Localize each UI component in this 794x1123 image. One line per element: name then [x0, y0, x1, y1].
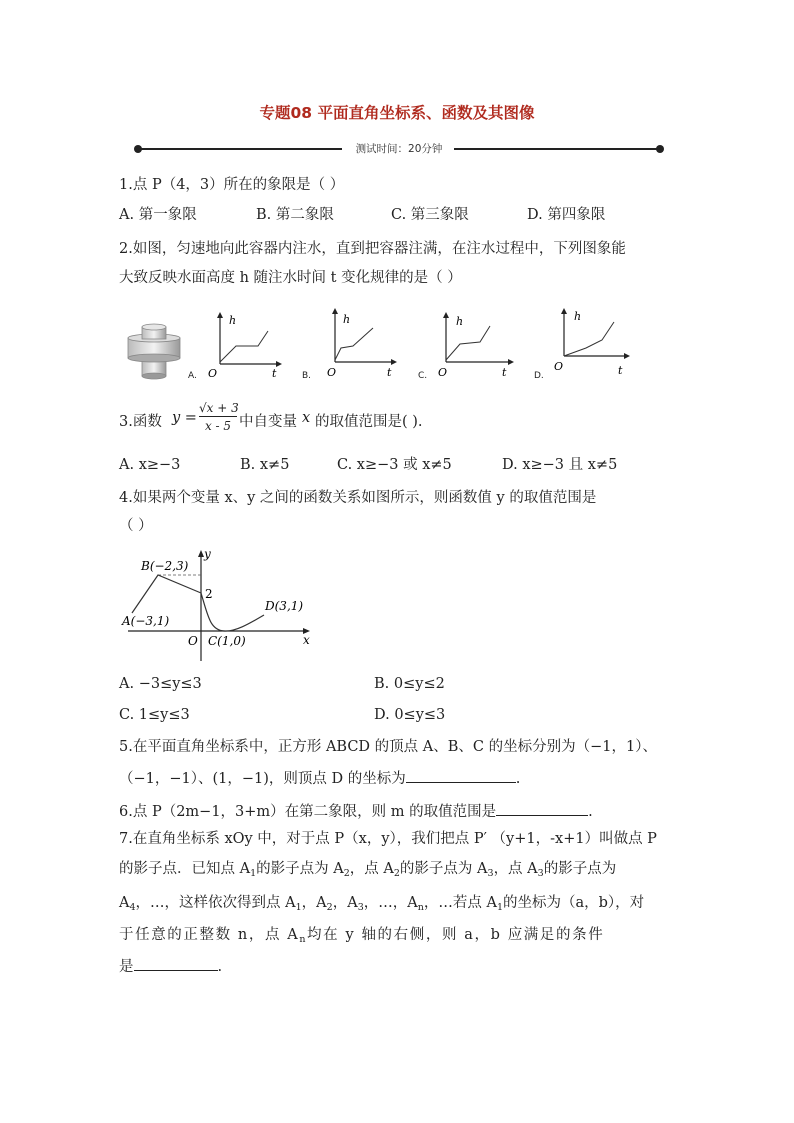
- graph-b-origin: O: [327, 366, 337, 379]
- point-c-label: C(1,0): [208, 634, 246, 648]
- q7-l5: 是: [119, 959, 134, 975]
- q1-option-a: A. 第一象限: [119, 207, 197, 223]
- q7-l3-f: ，…若点 A: [423, 895, 497, 911]
- sub-1: 1: [250, 868, 257, 879]
- q4-graph: [120, 546, 320, 664]
- test-time-note: 测试时间：20分钟: [342, 141, 456, 156]
- q2-graph-a: [196, 310, 286, 382]
- q7-l2-c: ，点 A: [349, 861, 394, 877]
- graph-c-t-label: t: [502, 366, 507, 379]
- q7-l3-g: 的坐标为（a，b），对: [502, 895, 645, 911]
- q7-line1: 7.在直角坐标系 xOy 中，对于点 P（x，y），我们把点 P′ （y+1，-x+1）叫做点 P: [119, 831, 657, 847]
- graph-a-t-label: t: [272, 367, 277, 380]
- q2-graph-b: [313, 306, 403, 380]
- q5-line1: 5.在平面直角坐标系中，正方形 ABCD 的顶点 A、B、C 的坐标分别为（−1，1）、: [119, 739, 657, 755]
- divider-dot-right: [656, 145, 664, 153]
- q3-option-c: C. x≥−3 或 x≠5: [337, 457, 452, 473]
- sub-3: 3: [487, 868, 494, 879]
- sub-3b: 3: [537, 868, 544, 879]
- q3-prefix: 3.函数: [119, 414, 162, 430]
- container-figure: [125, 322, 183, 382]
- q4-option-d: D. 0≤y≤3: [374, 707, 446, 723]
- q1-option-c: C. 第三象限: [391, 207, 469, 223]
- graph-d-h-label: h: [574, 310, 582, 323]
- q5-answer-blank[interactable]: [406, 767, 516, 783]
- graph-a-h-label: h: [229, 314, 237, 327]
- q7-l2-f: 的影子点为: [543, 861, 617, 877]
- q2-graph-c: [428, 310, 520, 382]
- q4-line1: 4.如果两个变量 x、y 之间的函数关系如图所示，则函数值 y 的取值范围是: [119, 490, 597, 506]
- q7-answer-blank[interactable]: [134, 955, 218, 971]
- q7-l3-a: A: [119, 895, 130, 911]
- sub-n2: n: [299, 934, 308, 945]
- q7-l4-b: 均在 y 轴的右侧，则 a，b 应满足的条件: [307, 927, 605, 943]
- q1-option-d: D. 第四象限: [527, 207, 606, 223]
- q1-stem: 1.点 P（4，3）所在的象限是（ ）: [119, 177, 345, 193]
- q3-option-b: B. x≠5: [240, 457, 290, 473]
- q6-wrap: [119, 800, 593, 822]
- point-a-label: A(−3,1): [122, 614, 170, 628]
- q7-l3-d: ，A: [332, 895, 358, 911]
- graph-a-label: A.: [188, 371, 197, 381]
- q4-option-b: B. 0≤y≤2: [374, 676, 445, 692]
- q4-y-label: y: [204, 547, 211, 561]
- q3-suffix-a: 中自变量: [239, 414, 297, 430]
- q2-graph-d: [546, 306, 636, 378]
- graph-d-t-label: t: [618, 364, 623, 377]
- q6-end: .: [588, 804, 593, 820]
- point-d-label: D(3,1): [265, 599, 304, 613]
- sub-1b: 1: [295, 902, 302, 913]
- sub-2c: 2: [326, 902, 333, 913]
- q7-l3-b: ，…，这样依次得到点 A: [135, 895, 296, 911]
- sub-n: n: [417, 902, 424, 913]
- graph-c-label: C.: [418, 371, 428, 381]
- graph-c-h-label: h: [456, 315, 464, 328]
- q7-line2: [119, 859, 616, 884]
- q5-end: .: [515, 771, 521, 787]
- title-divider: [134, 141, 664, 157]
- sub-3c: 3: [357, 902, 364, 913]
- graph-b-label: B.: [302, 371, 312, 381]
- graph-d-label: D.: [534, 371, 544, 381]
- graph-b-t-label: t: [387, 366, 392, 379]
- q7-l2-e: ，点 A: [493, 861, 538, 877]
- q3-option-d: D. x≥−3 且 x≠5: [502, 457, 618, 473]
- q7-line5: [119, 955, 222, 977]
- divider-line-left: [138, 148, 344, 150]
- q7-l2-d: 的影子点为 A: [399, 861, 488, 877]
- q3-suffix-b: 的取值范围是( ).: [315, 414, 423, 430]
- q4-option-a: A. −3≤y≤3: [119, 676, 202, 692]
- page-title: 专题08 平面直角坐标系、函数及其图像: [259, 104, 535, 122]
- q6-answer-blank[interactable]: [496, 800, 588, 816]
- q3-numerator: √x + 3: [199, 401, 239, 415]
- q7-line4: [119, 925, 604, 950]
- graph-c-origin: O: [438, 366, 448, 379]
- graph-a-origin: O: [208, 367, 218, 380]
- graph-d-origin: O: [554, 360, 564, 373]
- q6-text: 6.点 P（2m−1，3+m）在第二象限，则 m 的取值范围是: [119, 804, 497, 820]
- q7-line3: [119, 893, 644, 918]
- q3-func-y: y =: [172, 410, 197, 426]
- y-mark-2: 2: [205, 587, 213, 601]
- q7-l3-e: ，…，A: [363, 895, 418, 911]
- q2-line2: 大致反映水面高度 h 随注水时间 t 变化规律的是（ ）: [119, 270, 462, 286]
- q3-stem: [119, 400, 539, 440]
- q4-origin: O: [188, 634, 198, 648]
- q5-line2-wrap: [119, 767, 520, 789]
- sub-1c: 1: [496, 902, 503, 913]
- graph-b-h-label: h: [343, 313, 351, 326]
- q3-denominator: x - 5: [204, 419, 232, 433]
- sub-2: 2: [343, 868, 350, 879]
- divider-line-right: [454, 148, 660, 150]
- q3-var: x: [302, 410, 311, 426]
- q7-l3-c: ，A: [301, 895, 327, 911]
- q1-option-b: B. 第二象限: [256, 207, 334, 223]
- q5-line2: （−1，−1）、(1，−1)，则顶点 D 的坐标为: [119, 771, 406, 787]
- q2-line1: 2.如图，匀速地向此容器内注水，直到把容器注满，在注水过程中，下列图象能: [119, 241, 626, 257]
- sub-2b: 2: [393, 868, 400, 879]
- q7-l4-a: 于任意的正整数 n，点 A: [119, 927, 300, 943]
- q4-x-label: x: [303, 633, 310, 647]
- q7-l2-b: 的影子点为 A: [256, 861, 344, 877]
- q7-l2-a: 的影子点．已知点 A: [119, 861, 251, 877]
- sub-4: 4: [129, 902, 136, 913]
- q4-option-c: C. 1≤y≤3: [119, 707, 190, 723]
- q4-line2: （ ）: [119, 518, 153, 534]
- q3-option-a: A. x≥−3: [119, 457, 181, 473]
- point-b-label: B(−2,3): [141, 559, 189, 573]
- q7-end: .: [217, 959, 223, 975]
